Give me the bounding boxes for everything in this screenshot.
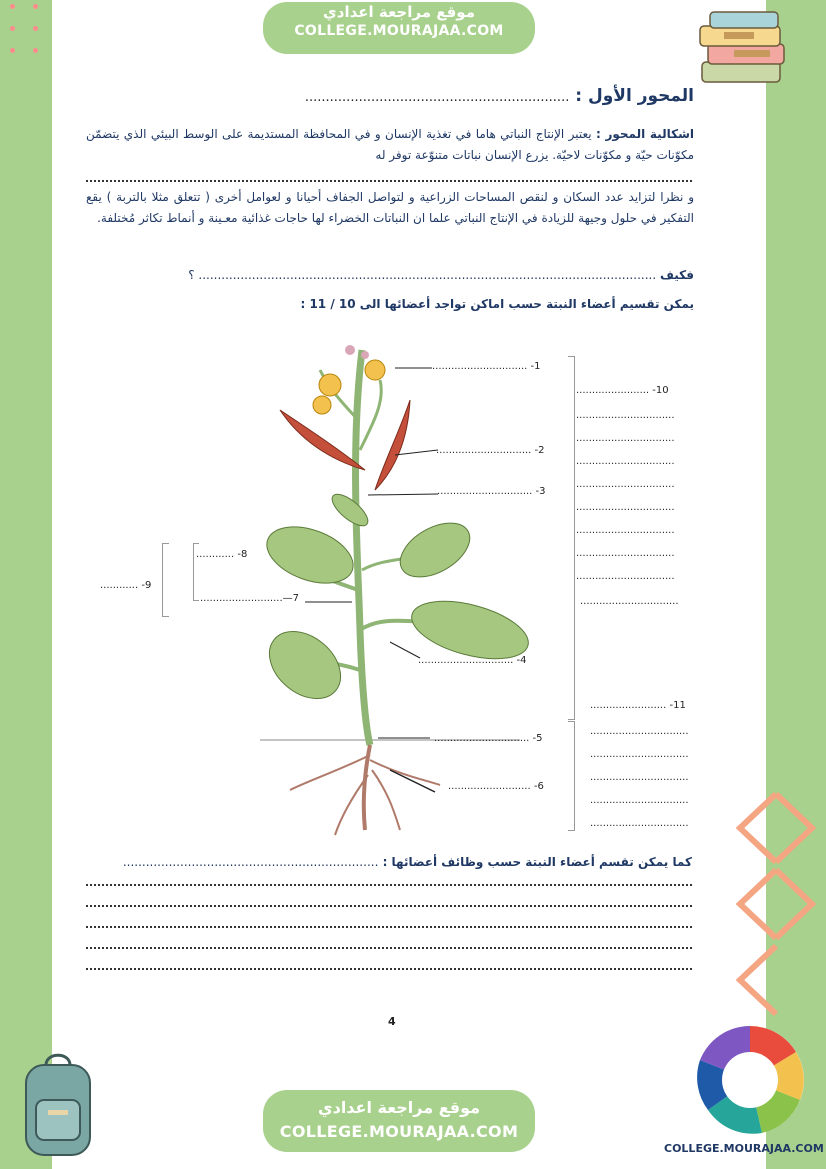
site-banner-bottom[interactable] bbox=[263, 1090, 535, 1152]
label-1[interactable]: 1- .............................. bbox=[432, 361, 541, 372]
problem-label: اشكالية المحور : bbox=[595, 127, 694, 141]
axis-title-fill: ................................................................ bbox=[304, 90, 570, 105]
banner-arabic-text: موقع مراجعة اعدادي bbox=[323, 3, 475, 21]
question-2-fill: ................................................................... bbox=[122, 855, 379, 869]
answer-dots-10[interactable]: ............................... bbox=[576, 525, 675, 536]
answer-dots-11[interactable]: ............................... bbox=[590, 749, 689, 760]
college-logo-icon bbox=[692, 1022, 812, 1140]
label-8[interactable]: 8- ............ bbox=[196, 549, 248, 560]
answer-line[interactable] bbox=[86, 905, 692, 907]
label-7[interactable]: 7—.......................... bbox=[200, 593, 300, 604]
bracket-9 bbox=[162, 543, 169, 617]
logo-site-text: COLLEGE.MOURAJAA.COM bbox=[664, 1142, 824, 1155]
answer-dots-11[interactable]: ............................... bbox=[590, 795, 689, 806]
backpack-icon bbox=[8, 1050, 108, 1160]
answer-line[interactable] bbox=[86, 926, 692, 928]
answer-line[interactable] bbox=[86, 947, 692, 949]
answer-dots-10[interactable]: ............................... bbox=[576, 479, 675, 490]
answer-dots-11[interactable]: ............................... bbox=[590, 726, 689, 737]
label-11[interactable]: 11- ........................ bbox=[590, 700, 686, 711]
question-2 bbox=[86, 855, 692, 869]
banner-url-text: COLLEGE.MOURAJAA.COM bbox=[279, 1122, 519, 1141]
question-1: يمكن تقسيم أعضاء النبتة حسب اماكن تواجد أعضائها الى 10 / 11 : bbox=[300, 297, 694, 311]
label-2[interactable]: 2- .............................. bbox=[436, 445, 545, 456]
decorative-dot bbox=[10, 4, 15, 9]
problem-continued: و نظرا لتزايد عدد السكان و لنقص المساحات الزراعية و لتواصل الجفاف أحيانا و لعوامل أخرى ( تتعلق مثلا بالتربة ) يقع التفكير في حلول وجيهة للزيادة في الإنتاج النباتي علما ان النباتات الخضراء لها حاجات غذائية معـينة و أنماط تكاثر مُختلفة. bbox=[86, 190, 694, 225]
plant-illustration bbox=[190, 330, 570, 840]
answer-dots-10[interactable]: ............................... bbox=[576, 571, 675, 582]
label-5[interactable]: 5- .............................. bbox=[434, 733, 543, 744]
decorative-dot bbox=[33, 48, 38, 53]
axis-title bbox=[194, 86, 694, 106]
answer-line bbox=[86, 180, 692, 182]
answer-dots-10[interactable]: ............................... bbox=[576, 548, 675, 559]
decorative-dot bbox=[10, 48, 15, 53]
answer-dots-10[interactable]: ............................... bbox=[576, 433, 675, 444]
problem-text: يعتبر الإنتاج النباتي هاما في تغذية الإنسان و في المحافظة المستديمة على الوسط البيئي الذي يتضمّن مكوّنات حيّة و مكوّنات لاحيّة. يزرع الإنسان نباتات متنوّعة توفر له bbox=[86, 127, 694, 162]
decorative-dot bbox=[33, 26, 38, 31]
answer-dots-10[interactable]: ............................... bbox=[576, 410, 675, 421]
label-6[interactable]: 6- .......................... bbox=[448, 781, 544, 792]
how-fill: ........................................................................................................................ ؟ bbox=[188, 268, 657, 282]
label-3[interactable]: 3- .............................. bbox=[437, 486, 546, 497]
answer-line[interactable] bbox=[86, 884, 692, 886]
how-label: فكيف bbox=[659, 268, 694, 282]
answer-dots-10[interactable]: ............................... bbox=[576, 502, 675, 513]
answer-dots-10[interactable]: ............................... bbox=[580, 596, 679, 607]
site-banner-top[interactable] bbox=[263, 2, 535, 54]
label-4[interactable]: 4- .............................. bbox=[418, 655, 527, 666]
decorative-dot bbox=[10, 26, 15, 31]
books-icon bbox=[694, 10, 794, 90]
answer-dots-11[interactable]: ............................... bbox=[590, 772, 689, 783]
answer-line[interactable] bbox=[86, 968, 692, 970]
how-question bbox=[86, 265, 694, 286]
page-number: 4 bbox=[388, 1015, 396, 1028]
banner-arabic-text: موقع مراجعة اعدادي bbox=[317, 1098, 481, 1117]
banner-url-text: COLLEGE.MOURAJAA.COM bbox=[294, 23, 504, 39]
chevron-decoration-icon bbox=[732, 790, 820, 1020]
axis-title-label: المحور الأول : bbox=[575, 86, 694, 106]
answer-dots-11[interactable]: ............................... bbox=[590, 818, 689, 829]
bracket-11 bbox=[568, 721, 575, 831]
answer-dots-10[interactable]: ............................... bbox=[576, 456, 675, 467]
bracket-10 bbox=[568, 356, 575, 720]
label-9[interactable]: 9- ............ bbox=[100, 580, 152, 591]
problem-paragraph bbox=[86, 124, 694, 166]
decorative-dot bbox=[33, 4, 38, 9]
question-2-label: كما يمكن تقسم أعضاء النبتة حسب وظائف أعضائها : bbox=[382, 855, 692, 869]
label-10[interactable]: 10- ....................... bbox=[576, 385, 669, 396]
